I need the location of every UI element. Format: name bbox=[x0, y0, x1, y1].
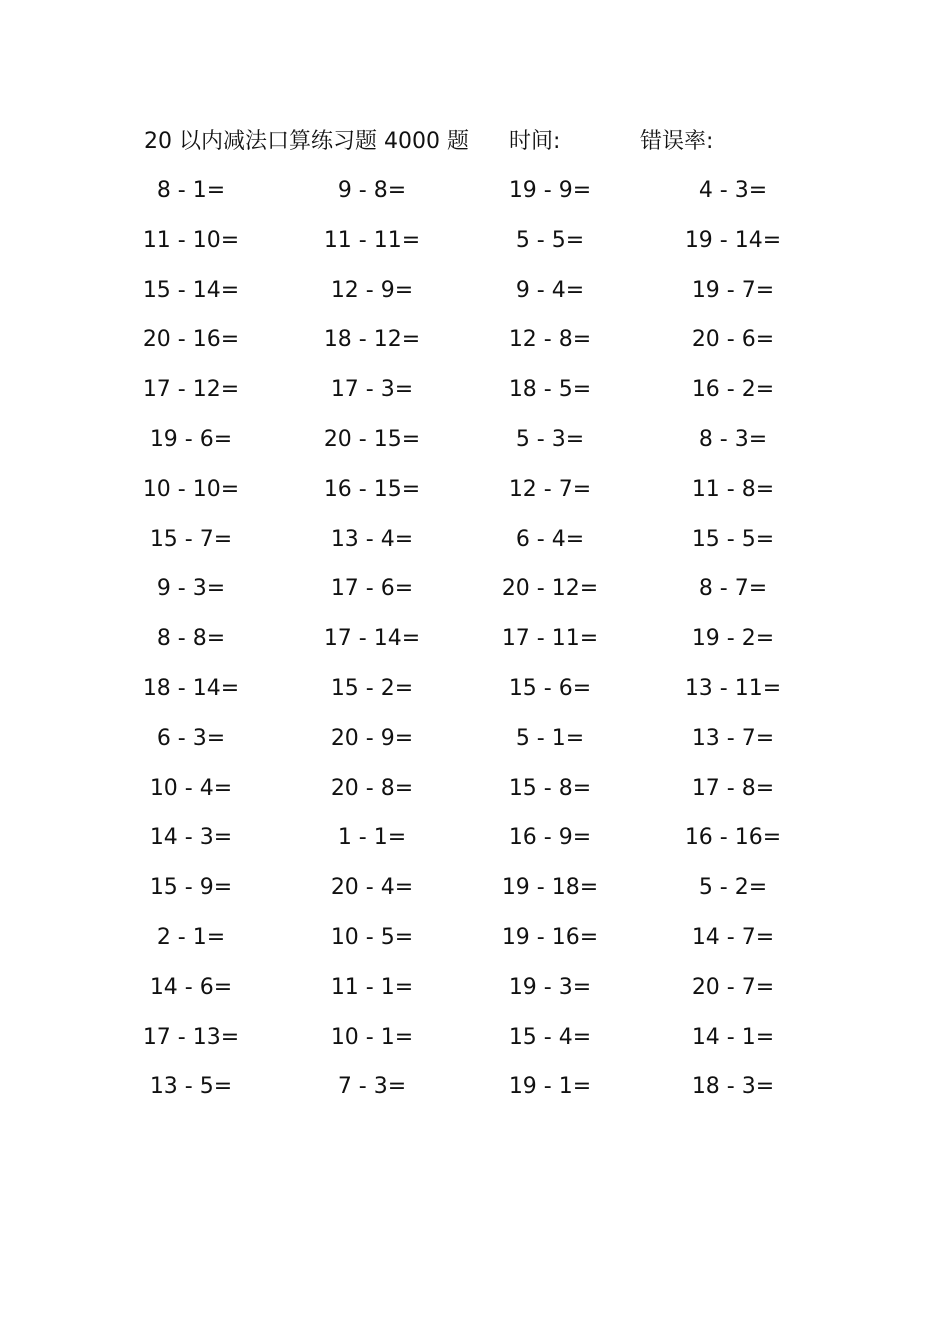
subtraction-problem: 5 - 5= bbox=[515, 227, 585, 253]
subtraction-problem: 13 - 11= bbox=[684, 675, 782, 701]
subtraction-problem: 17 - 6= bbox=[330, 576, 414, 602]
worksheet-header bbox=[0, 124, 950, 160]
subtraction-problem: 15 - 2= bbox=[330, 675, 414, 701]
problem-row bbox=[0, 216, 950, 266]
subtraction-problem: 19 - 16= bbox=[501, 924, 599, 950]
subtraction-problem: 18 - 5= bbox=[508, 377, 592, 403]
error-rate-label: 错误率: bbox=[640, 129, 714, 154]
problem-row bbox=[0, 465, 950, 515]
problem-row bbox=[0, 714, 950, 764]
subtraction-problem: 10 - 4= bbox=[149, 775, 233, 801]
subtraction-problem: 19 - 9= bbox=[508, 178, 592, 203]
subtraction-problem: 4 - 3= bbox=[698, 178, 768, 203]
subtraction-problem: 6 - 4= bbox=[515, 526, 585, 552]
subtraction-problem: 16 - 15= bbox=[323, 476, 421, 502]
problem-row bbox=[0, 863, 950, 913]
subtraction-problem: 20 - 15= bbox=[323, 426, 421, 452]
problem-row bbox=[0, 166, 950, 216]
subtraction-problem: 15 - 6= bbox=[508, 675, 592, 701]
subtraction-problem: 14 - 1= bbox=[691, 1024, 775, 1050]
problem-row bbox=[0, 614, 950, 664]
subtraction-problem: 1 - 1= bbox=[337, 825, 407, 851]
subtraction-problem: 8 - 3= bbox=[698, 426, 768, 452]
problem-row bbox=[0, 764, 950, 814]
subtraction-problem: 19 - 2= bbox=[691, 626, 775, 652]
subtraction-problem: 18 - 14= bbox=[142, 675, 240, 701]
subtraction-problem: 17 - 11= bbox=[501, 626, 599, 652]
subtraction-problem: 17 - 13= bbox=[142, 1024, 240, 1050]
subtraction-problem: 18 - 3= bbox=[691, 1074, 775, 1100]
subtraction-problem: 14 - 6= bbox=[149, 974, 233, 1000]
subtraction-problem: 9 - 8= bbox=[337, 178, 407, 203]
subtraction-problem: 13 - 4= bbox=[330, 526, 414, 552]
subtraction-problem: 2 - 1= bbox=[156, 924, 226, 950]
problem-grid bbox=[0, 166, 950, 1112]
subtraction-problem: 20 - 16= bbox=[142, 327, 240, 353]
problem-row bbox=[0, 266, 950, 316]
subtraction-problem: 13 - 5= bbox=[149, 1074, 233, 1100]
subtraction-problem: 11 - 11= bbox=[323, 227, 421, 253]
subtraction-problem: 12 - 7= bbox=[508, 476, 592, 502]
subtraction-problem: 8 - 1= bbox=[156, 178, 226, 203]
subtraction-problem: 20 - 12= bbox=[501, 576, 599, 602]
subtraction-problem: 6 - 3= bbox=[156, 725, 226, 751]
subtraction-problem: 12 - 9= bbox=[330, 277, 414, 303]
subtraction-problem: 11 - 1= bbox=[330, 974, 414, 1000]
problem-row bbox=[0, 365, 950, 415]
problem-row bbox=[0, 564, 950, 614]
subtraction-problem: 10 - 10= bbox=[142, 476, 240, 502]
problem-row bbox=[0, 963, 950, 1013]
subtraction-problem: 15 - 4= bbox=[508, 1024, 592, 1050]
subtraction-problem: 5 - 2= bbox=[698, 875, 768, 901]
subtraction-problem: 5 - 1= bbox=[515, 725, 585, 751]
subtraction-problem: 20 - 9= bbox=[330, 725, 414, 751]
subtraction-problem: 20 - 6= bbox=[691, 327, 775, 353]
subtraction-problem: 20 - 7= bbox=[691, 974, 775, 1000]
subtraction-problem: 9 - 4= bbox=[515, 277, 585, 303]
worksheet-title: 20 以内减法口算练习题 4000 题 bbox=[144, 129, 469, 154]
subtraction-problem: 19 - 6= bbox=[149, 426, 233, 452]
problem-row bbox=[0, 664, 950, 714]
problem-row bbox=[0, 1062, 950, 1112]
subtraction-problem: 5 - 3= bbox=[515, 426, 585, 452]
subtraction-problem: 16 - 16= bbox=[684, 825, 782, 851]
subtraction-problem: 18 - 12= bbox=[323, 327, 421, 353]
subtraction-problem: 7 - 3= bbox=[337, 1074, 407, 1100]
subtraction-problem: 14 - 3= bbox=[149, 825, 233, 851]
problem-row bbox=[0, 415, 950, 465]
subtraction-problem: 8 - 8= bbox=[156, 626, 226, 652]
subtraction-problem: 11 - 8= bbox=[691, 476, 775, 502]
subtraction-problem: 13 - 7= bbox=[691, 725, 775, 751]
problem-row bbox=[0, 913, 950, 963]
subtraction-problem: 15 - 5= bbox=[691, 526, 775, 552]
problem-row bbox=[0, 315, 950, 365]
subtraction-problem: 19 - 14= bbox=[684, 227, 782, 253]
subtraction-problem: 15 - 9= bbox=[149, 875, 233, 901]
subtraction-problem: 10 - 5= bbox=[330, 924, 414, 950]
subtraction-problem: 19 - 18= bbox=[501, 875, 599, 901]
subtraction-problem: 17 - 12= bbox=[142, 377, 240, 403]
subtraction-problem: 20 - 4= bbox=[330, 875, 414, 901]
subtraction-problem: 17 - 14= bbox=[323, 626, 421, 652]
subtraction-problem: 16 - 9= bbox=[508, 825, 592, 851]
subtraction-problem: 19 - 1= bbox=[508, 1074, 592, 1100]
subtraction-problem: 19 - 7= bbox=[691, 277, 775, 303]
subtraction-problem: 8 - 7= bbox=[698, 576, 768, 602]
time-label: 时间: bbox=[509, 129, 561, 154]
subtraction-problem: 17 - 8= bbox=[691, 775, 775, 801]
problem-row bbox=[0, 515, 950, 565]
subtraction-problem: 15 - 7= bbox=[149, 526, 233, 552]
subtraction-problem: 12 - 8= bbox=[508, 327, 592, 353]
subtraction-problem: 16 - 2= bbox=[691, 377, 775, 403]
subtraction-problem: 20 - 8= bbox=[330, 775, 414, 801]
subtraction-problem: 19 - 3= bbox=[508, 974, 592, 1000]
subtraction-problem: 17 - 3= bbox=[330, 377, 414, 403]
problem-row bbox=[0, 813, 950, 863]
subtraction-problem: 15 - 8= bbox=[508, 775, 592, 801]
subtraction-problem: 15 - 14= bbox=[142, 277, 240, 303]
subtraction-problem: 14 - 7= bbox=[691, 924, 775, 950]
subtraction-problem: 10 - 1= bbox=[330, 1024, 414, 1050]
subtraction-problem: 9 - 3= bbox=[156, 576, 226, 602]
problem-row bbox=[0, 1013, 950, 1063]
subtraction-problem: 11 - 10= bbox=[142, 227, 240, 253]
